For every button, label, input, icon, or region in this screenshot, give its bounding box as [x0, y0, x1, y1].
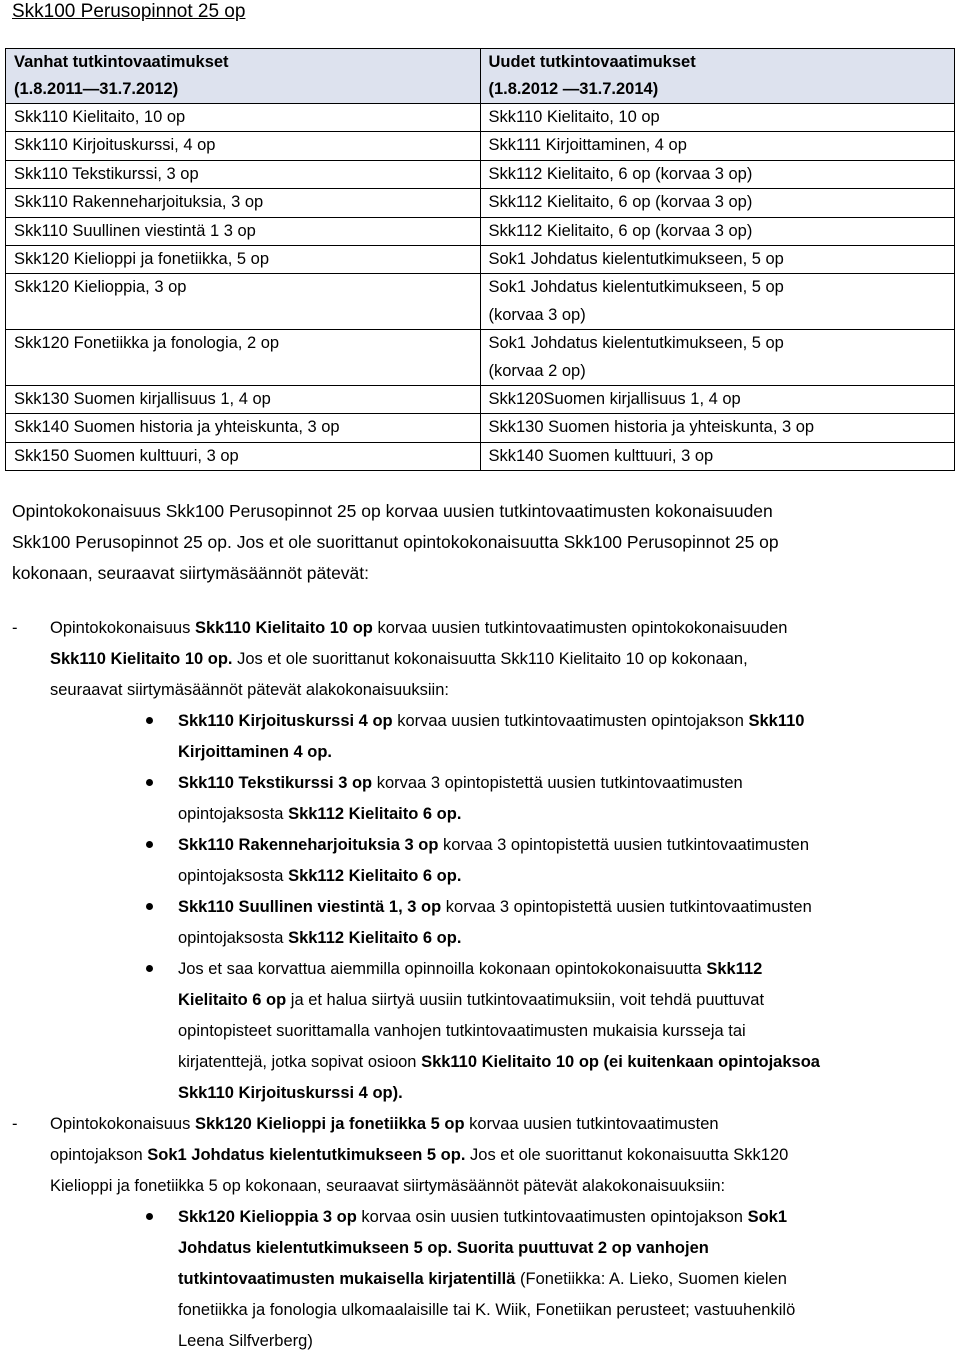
table-row	[6, 386, 955, 414]
course-line: Skk112 Kielitaito, 6 op (korvaa 3 op)	[488, 221, 753, 240]
bullet-icon	[146, 1213, 153, 1220]
header-line: Uudet tutkintovaatimukset	[488, 53, 696, 71]
bold-text: Sok1	[747, 1208, 787, 1226]
text: opintopisteet suorittamalla vanhojen tutkintovaatimusten mukaisia kursseja tai	[178, 1022, 746, 1040]
course-line: Skk110 Kirjoituskurssi, 4 op	[14, 136, 216, 155]
text-line	[178, 1202, 958, 1233]
old-course-cell	[6, 104, 481, 132]
table-row	[6, 246, 955, 274]
bold-text: Skk110 Suullinen viestintä 1, 3 op	[178, 898, 442, 916]
new-course-cell	[480, 246, 955, 274]
table-row	[6, 104, 955, 132]
new-course-cell	[480, 442, 955, 470]
course-line: Skk110 Rakenneharjoituksia, 3 op	[14, 193, 264, 212]
old-course-cell	[6, 132, 481, 160]
bold-text: Skk112 Kielitaito 6 op.	[288, 867, 462, 885]
course-line: Skk130 Suomen historia ja yhteiskunta, 3 op	[488, 418, 815, 437]
text-line: Opintokokonaisuus Skk100 Perusopinnot 25 op korvaa uusien tutkintovaatimusten kokonaisuuden	[12, 501, 773, 521]
dash-marker: -	[12, 1115, 18, 1133]
text-line	[178, 737, 958, 768]
bold-text: Skk120 Kielioppi ja fonetiikka 5 op	[194, 1115, 465, 1133]
old-course-cell	[6, 386, 481, 414]
table-row	[6, 442, 955, 470]
bold-text: Skk110 Kirjoituskurssi 4 op	[178, 712, 393, 730]
course-line: Skk112 Kielitaito, 6 op (korvaa 3 op)	[488, 193, 753, 212]
text-line	[178, 799, 958, 830]
new-course-cell	[480, 386, 955, 414]
text-line	[178, 1233, 958, 1264]
course-line: Skk130 Suomen kirjallisuus 1, 4 op	[14, 390, 271, 409]
dash-marker: -	[12, 619, 18, 637]
text: Opintokokonaisuus	[50, 1115, 195, 1133]
new-course-cell	[480, 189, 955, 217]
text: ja et halua siirtyä uusiin tutkintovaatimuksiin, voit tehdä puuttuvat	[286, 991, 765, 1009]
transition-rules	[12, 496, 958, 1357]
new-course-cell	[480, 274, 955, 330]
bold-text: tutkintovaatimusten mukaisella kirjatentillä	[178, 1270, 516, 1288]
course-line: (korvaa 2 op)	[488, 361, 586, 380]
text-line	[178, 1016, 958, 1047]
text: korvaa 3 opintopistettä uusien tutkintovaatimusten	[438, 836, 810, 854]
old-course-cell	[6, 246, 481, 274]
text-line	[178, 954, 958, 985]
bullet-item	[12, 706, 958, 768]
bold-text: Skk110	[748, 712, 805, 730]
text: korvaa osin uusien tutkintovaatimusten opintojakson	[356, 1208, 748, 1226]
text: Jos et ole suorittanut kokonaisuutta Skk110 Kielitaito 10 op kokonaan,	[232, 650, 748, 668]
rule-item	[12, 613, 958, 706]
requirements-comparison-table	[5, 48, 955, 471]
table-row	[6, 132, 955, 160]
table-row	[6, 160, 955, 188]
text: kirjatenttejä, jotka sopivat osioon	[178, 1053, 422, 1071]
spacer	[12, 589, 958, 613]
old-course-cell	[6, 274, 481, 330]
old-requirements-header	[6, 49, 481, 104]
page-title: Skk100 Perusopinnot 25 op	[12, 1, 246, 22]
course-line: Skk110 Suullinen viestintä 1 3 op	[14, 221, 256, 240]
text-line	[50, 675, 958, 706]
table-row	[6, 189, 955, 217]
text-line: Skk100 Perusopinnot 25 op. Jos et ole suorittanut opintokokonaisuutta Skk100 Perusopinnot 25 op	[12, 532, 779, 552]
text-line	[178, 1078, 958, 1109]
rule-item	[12, 1109, 958, 1202]
course-line: Skk112 Kielitaito, 6 op (korvaa 3 op)	[488, 164, 753, 183]
table-row	[6, 330, 955, 386]
table-row	[6, 274, 955, 330]
course-line: Sok1 Johdatus kielentutkimukseen, 5 op	[488, 250, 784, 269]
text-line	[178, 1047, 958, 1078]
text: opintojaksosta	[178, 929, 289, 947]
text: seuraavat siirtymäsäännöt pätevät alakokonaisuuksiin:	[50, 681, 449, 699]
new-course-cell	[480, 160, 955, 188]
text: korvaa 3 opintopistettä uusien tutkintovaatimusten	[441, 898, 812, 916]
bold-text: Skk112	[706, 960, 763, 978]
course-line: Skk120 Kielioppi ja fonetiikka, 5 op	[14, 250, 269, 269]
header-line: (1.8.2012 —31.7.2014)	[488, 80, 659, 98]
text-line	[178, 706, 958, 737]
course-line: Skk120 Kielioppia, 3 op	[14, 278, 187, 297]
bold-text: Johdatus kielentutkimukseen 5 op. Suorita puuttuvat 2 op vanhojen	[178, 1239, 709, 1257]
old-course-cell	[6, 189, 481, 217]
course-line: Skk120 Fonetiikka ja fonologia, 2 op	[14, 334, 280, 353]
course-line: Skk110 Kielitaito, 10 op	[14, 108, 186, 126]
rule-sections	[12, 613, 958, 1357]
bold-text: Kielitaito 6 op	[178, 991, 287, 1009]
text-line	[50, 1109, 958, 1140]
new-course-cell	[480, 330, 955, 386]
text: Leena Silfverberg)	[178, 1332, 313, 1350]
bullet-item	[12, 768, 958, 830]
new-course-cell	[480, 414, 955, 442]
text-line	[178, 830, 958, 861]
text-line	[178, 1326, 958, 1357]
text-line	[50, 613, 958, 644]
text-line	[178, 892, 958, 923]
course-line: Skk111 Kirjoittaminen, 4 op	[488, 136, 687, 155]
text: korvaa 3 opintopistettä uusien tutkintovaatimusten	[372, 774, 743, 792]
old-course-cell	[6, 442, 481, 470]
text-line	[178, 985, 958, 1016]
text: korvaa uusien tutkintovaatimusten opintokokonaisuuden	[372, 619, 788, 637]
bullet-item	[12, 1202, 958, 1357]
text: opintojaksosta	[178, 805, 289, 823]
new-course-cell	[480, 104, 955, 132]
text: korvaa uusien tutkintovaatimusten	[464, 1115, 719, 1133]
course-line: Skk110 Tekstikurssi, 3 op	[14, 164, 199, 183]
bold-text: Skk120 Kielioppia 3 op	[178, 1208, 357, 1226]
bullet-icon	[146, 965, 153, 972]
bold-text: Kirjoittaminen 4 op.	[178, 743, 333, 761]
text-line	[178, 861, 958, 892]
course-line: Skk120Suomen kirjallisuus 1, 4 op	[488, 390, 741, 409]
old-course-cell	[6, 330, 481, 386]
course-line: Skk140 Suomen kulttuuri, 3 op	[488, 446, 714, 465]
text: (Fonetiikka: A. Lieko, Suomen kielen	[515, 1270, 787, 1288]
course-line: Skk110 Kielitaito, 10 op	[488, 108, 660, 126]
course-line: (korvaa 3 op)	[488, 305, 586, 324]
intro-paragraph	[12, 496, 958, 589]
text: Kielioppi ja fonetiikka 5 op kokonaan, seuraavat siirtymäsäännöt pätevät alakokonaisuuksiin:	[50, 1177, 726, 1195]
bullet-item	[12, 954, 958, 1109]
text: Opintokokonaisuus	[50, 619, 195, 637]
text: Jos et ole suorittanut kokonaisuutta Skk120	[465, 1146, 789, 1164]
text-line	[178, 1264, 958, 1295]
table-body	[6, 49, 955, 471]
text: Jos et saa korvattua aiemmilla opinnoilla kokonaan opintokokonaisuutta	[178, 960, 707, 978]
bold-text: Skk112 Kielitaito 6 op.	[288, 805, 462, 823]
table-header-row	[6, 49, 955, 104]
bold-text: Sok1 Johdatus kielentutkimukseen 5 op.	[147, 1146, 466, 1164]
bold-text: Skk110 Kielitaito 10 op	[194, 619, 373, 637]
bullet-icon	[146, 841, 153, 848]
bold-text: Skk110 Kielitaito 10 op.	[50, 650, 233, 668]
text-line	[178, 768, 958, 799]
text: fonetiikka ja fonologia ulkomaalaisille tai K. Wiik, Fonetiikan perusteet; vastuuhenkilö	[178, 1301, 796, 1319]
bullet-item	[12, 830, 958, 892]
course-line: Sok1 Johdatus kielentutkimukseen, 5 op	[488, 334, 784, 353]
bullet-icon	[146, 779, 153, 786]
bold-text: Skk110 Kirjoituskurssi 4 op).	[178, 1084, 403, 1102]
table-row	[6, 217, 955, 245]
header-line: Vanhat tutkintovaatimukset	[14, 53, 229, 71]
text-line: kokonaan, seuraavat siirtymäsäännöt pätevät:	[12, 563, 370, 583]
table-row	[6, 414, 955, 442]
text-line	[50, 1171, 958, 1202]
text-line	[50, 644, 958, 675]
text: opintojaksosta	[178, 867, 289, 885]
course-line: Sok1 Johdatus kielentutkimukseen, 5 op	[488, 278, 784, 297]
new-course-cell	[480, 132, 955, 160]
text: opintojakson	[50, 1146, 148, 1164]
bold-text: Skk110 Rakenneharjoituksia 3 op	[178, 836, 439, 854]
course-line: Skk140 Suomen historia ja yhteiskunta, 3 op	[14, 418, 340, 437]
text: korvaa uusien tutkintovaatimusten opintojakson	[392, 712, 749, 730]
bullet-icon	[146, 903, 153, 910]
bold-text: Skk112 Kielitaito 6 op.	[288, 929, 462, 947]
bullet-icon	[146, 717, 153, 724]
bold-text: Skk110 Kielitaito 10 op (ei kuitenkaan opintojaksoa	[421, 1053, 820, 1071]
bold-text: Skk110 Tekstikurssi 3 op	[178, 774, 373, 792]
old-course-cell	[6, 160, 481, 188]
course-line: Skk150 Suomen kulttuuri, 3 op	[14, 446, 239, 465]
bullet-item	[12, 892, 958, 954]
old-course-cell	[6, 217, 481, 245]
header-line: (1.8.2011—31.7.2012)	[14, 80, 179, 98]
text-line	[178, 923, 958, 954]
new-requirements-header	[480, 49, 955, 104]
new-course-cell	[480, 217, 955, 245]
text-line	[178, 1295, 958, 1326]
old-course-cell	[6, 414, 481, 442]
text-line	[50, 1140, 958, 1171]
